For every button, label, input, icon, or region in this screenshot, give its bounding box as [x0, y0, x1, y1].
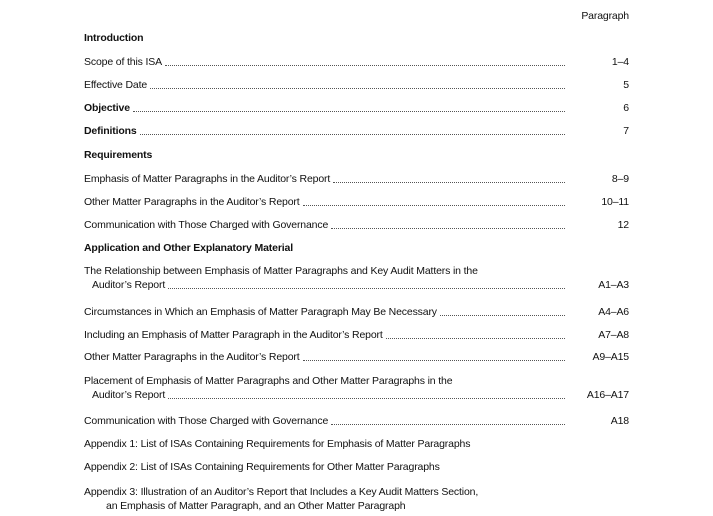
dot-leader: [386, 337, 565, 339]
toc-entry-ref: 1–4: [611, 56, 629, 68]
dot-leader: [303, 359, 565, 361]
toc-entry-relationship[interactable]: [84, 264, 629, 292]
toc-entry-emphasis-of-matter[interactable]: [84, 172, 629, 186]
column-header-paragraph: Paragraph: [581, 10, 629, 22]
toc-entry-ref: 6: [623, 102, 629, 114]
dot-leader: [133, 110, 565, 112]
toc-entry-ref: 7: [623, 125, 629, 137]
toc-entry-scope[interactable]: [84, 55, 629, 69]
toc-entry-label: Emphasis of Matter Paragraphs in the Auditor’s Report: [84, 173, 331, 185]
toc-entry-other-matter[interactable]: [84, 195, 629, 209]
dot-leader: [165, 64, 565, 66]
toc-entry-label: Communication with Those Charged with Governance: [84, 415, 329, 427]
toc-entry-label-line1: Placement of Emphasis of Matter Paragraphs and Other Matter Paragraphs in the: [84, 375, 453, 387]
toc-entry-ref: 8–9: [611, 173, 629, 185]
toc-entry-ref: A4–A6: [598, 306, 629, 318]
toc-entry-ref: 10–11: [601, 196, 629, 208]
toc-entry-other-matter-app[interactable]: [84, 350, 629, 364]
section-heading-requirements: Requirements: [84, 149, 153, 161]
toc-entry-objective[interactable]: [84, 101, 629, 115]
toc-entry-ref: A16–A17: [586, 389, 629, 401]
toc-entry-definitions[interactable]: [84, 124, 629, 138]
toc-entry-label: Circumstances in Which an Emphasis of Matter Paragraph May Be Necessary: [84, 306, 437, 318]
appendix-3-line2: an Emphasis of Matter Paragraph, and an Other Matter Paragraph: [106, 500, 406, 512]
toc-entry-label: Objective: [84, 102, 130, 114]
toc-entry-label-line1: The Relationship between Emphasis of Matter Paragraphs and Key Audit Matters in the: [84, 265, 478, 277]
dot-leader: [140, 133, 565, 135]
toc-entry-ref: A1–A3: [598, 279, 629, 291]
appendix-1[interactable]: Appendix 1: List of ISAs Containing Requirements for Emphasis of Matter Paragraphs: [84, 438, 471, 450]
section-heading-introduction: Introduction: [84, 32, 144, 44]
dot-leader: [168, 397, 565, 399]
appendix-2[interactable]: Appendix 2: List of ISAs Containing Requirements for Other Matter Paragraphs: [84, 461, 440, 473]
dot-leader: [168, 287, 565, 289]
toc-entry-label-line2: Auditor’s Report: [92, 389, 166, 401]
toc-entry-label: Definitions: [84, 125, 137, 137]
toc-entry-placement[interactable]: [84, 374, 629, 402]
dot-leader: [331, 423, 565, 425]
toc-entry-label: Communication with Those Charged with Governance: [84, 219, 329, 231]
toc-entry-communication[interactable]: [84, 218, 629, 232]
appendix-3-line1[interactable]: Appendix 3: Illustration of an Auditor’s Report that Includes a Key Audit Matters Section,: [84, 486, 479, 498]
toc-entry-label: Other Matter Paragraphs in the Auditor’s Report: [84, 351, 300, 363]
toc-entry-ref: A9–A15: [592, 351, 629, 363]
toc-entry-label: Effective Date: [84, 79, 148, 91]
dot-leader: [331, 227, 565, 229]
toc-entry-effective-date[interactable]: [84, 78, 629, 92]
dot-leader: [333, 181, 565, 183]
toc-entry-ref: A7–A8: [598, 329, 629, 341]
toc-entry-ref: 12: [617, 219, 629, 231]
dot-leader: [440, 314, 565, 316]
section-heading-application: Application and Other Explanatory Material: [84, 242, 293, 254]
toc-entry-ref: 5: [623, 79, 629, 91]
toc-entry-communication-app[interactable]: [84, 414, 629, 428]
toc-entry-label-line2: Auditor’s Report: [92, 279, 166, 291]
toc-entry-circumstances[interactable]: [84, 305, 629, 319]
toc-entry-label: Including an Emphasis of Matter Paragraph in the Auditor’s Report: [84, 329, 383, 341]
dot-leader: [150, 87, 565, 89]
toc-entry-label: Other Matter Paragraphs in the Auditor’s Report: [84, 196, 300, 208]
dot-leader: [303, 204, 565, 206]
toc-entry-ref: A18: [610, 415, 629, 427]
toc-entry-label: Scope of this ISA: [84, 56, 162, 68]
toc-entry-including[interactable]: [84, 328, 629, 342]
